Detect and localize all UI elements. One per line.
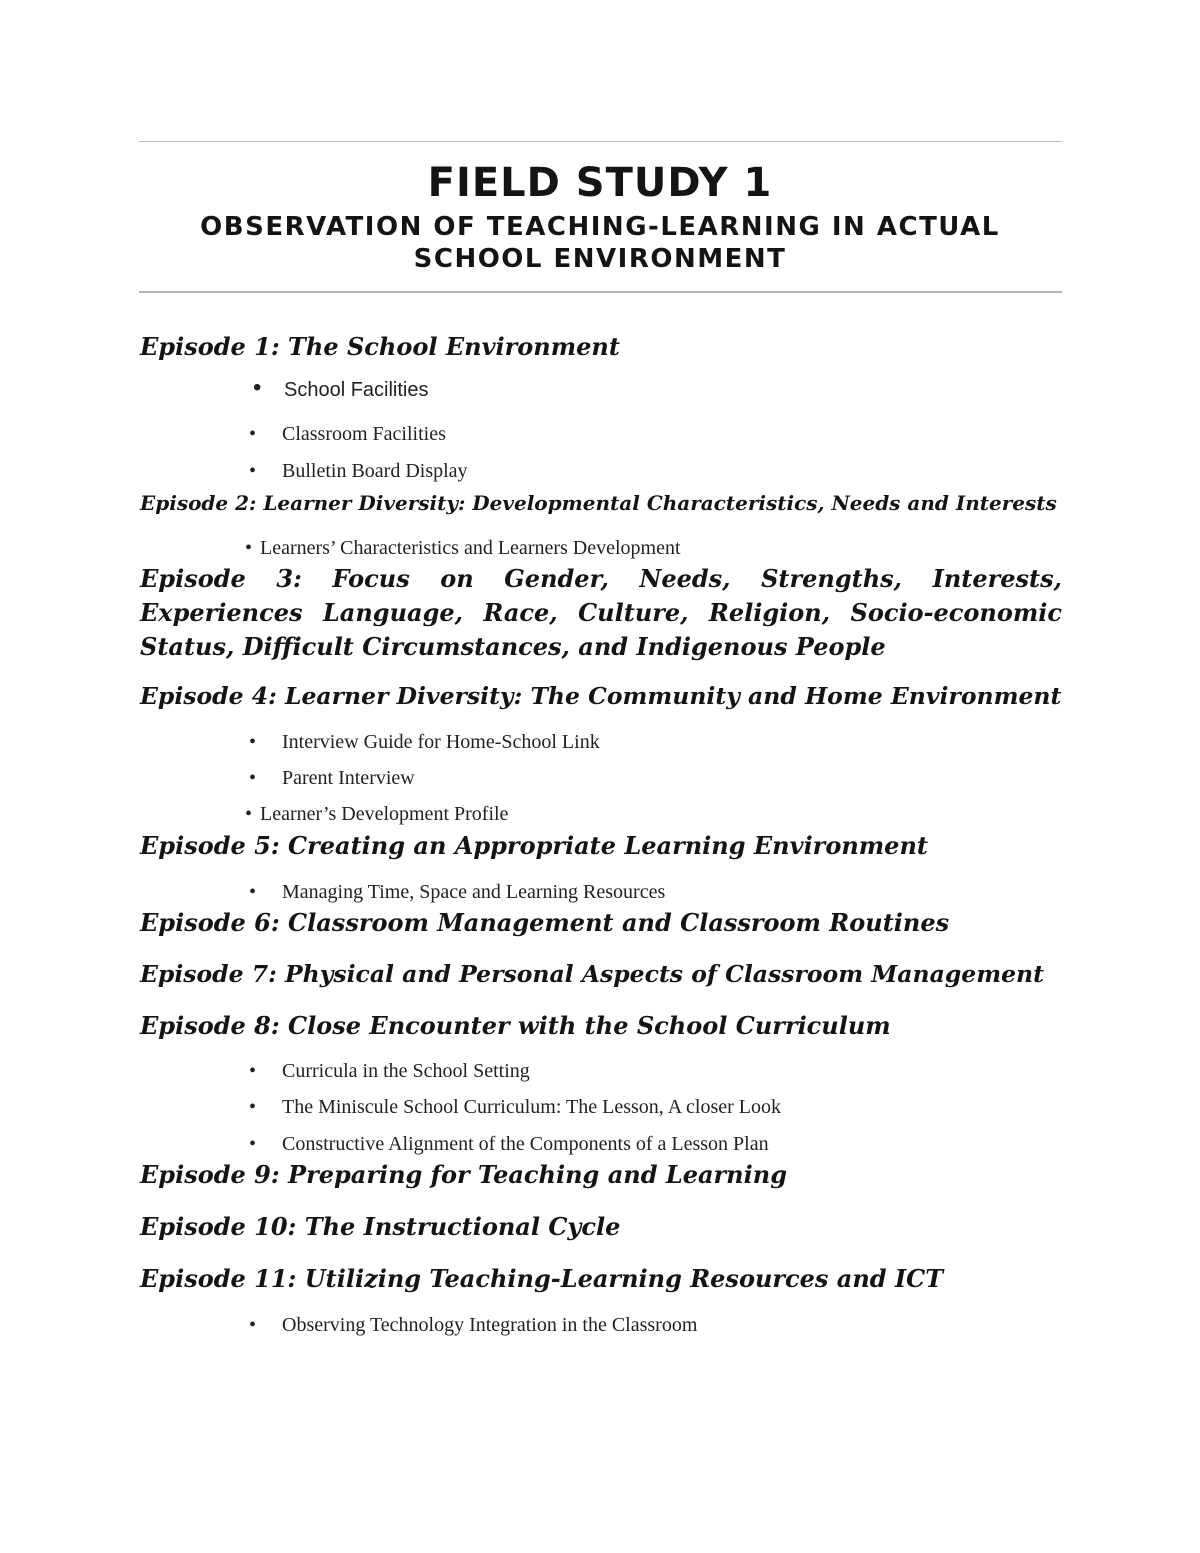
list-item bbox=[245, 535, 681, 561]
episode-6-heading: Episode 6: Classroom Management and Classroom Routines bbox=[140, 908, 950, 937]
list-item bbox=[249, 729, 600, 755]
bullet: • bbox=[249, 423, 257, 445]
document-subtitle-line-2: SCHOOL ENVIRONMENT bbox=[413, 244, 787, 274]
list-item bbox=[249, 1058, 530, 1084]
list-item-text: Curricula in the School Setting bbox=[282, 1060, 530, 1082]
list-item-text: Learner’s Development Profile bbox=[260, 803, 509, 825]
list-item bbox=[249, 1131, 769, 1157]
list-item-text: Observing Technology Integration in the Classroom bbox=[282, 1314, 698, 1336]
bullet: • bbox=[249, 1133, 257, 1155]
bullet: • bbox=[245, 537, 253, 559]
list-item bbox=[245, 801, 509, 827]
episode-8-heading: Episode 8: Close Encounter with the School Curriculum bbox=[140, 1011, 891, 1040]
list-item-text: Parent Interview bbox=[282, 767, 415, 789]
episode-10-heading: Episode 10: The Instructional Cycle bbox=[140, 1212, 621, 1241]
list-item-text: Learners’ Characteristics and Learners Development bbox=[260, 537, 681, 559]
episode-7-heading: Episode 7: Physical and Personal Aspects of Classroom Management bbox=[140, 960, 1044, 988]
list-item-text: Interview Guide for Home-School Link bbox=[282, 731, 600, 753]
list-item bbox=[249, 458, 468, 484]
bullet: • bbox=[249, 767, 257, 789]
top-divider bbox=[139, 141, 1062, 142]
list-item bbox=[249, 765, 415, 791]
bullet: • bbox=[249, 460, 257, 482]
document-title: FIELD STUDY 1 bbox=[427, 160, 773, 206]
bullet: • bbox=[249, 731, 257, 753]
episode-9-heading: Episode 9: Preparing for Teaching and Learning bbox=[140, 1160, 787, 1189]
title-divider bbox=[139, 291, 1062, 293]
list-item-text: Constructive Alignment of the Components of a Lesson Plan bbox=[282, 1133, 769, 1155]
episode-3-heading: Episode 3: Focus on Gender, Needs, Strengths, Interests, Experiences Language, Race, Culture, Religion, Socio-economic Status, Difficult Circumstances, and Indigenous People bbox=[140, 564, 1062, 661]
bullet: • bbox=[253, 374, 262, 401]
list-item-text: Bulletin Board Display bbox=[282, 460, 468, 482]
episode-11-heading: Episode 11: Utilizing Teaching-Learning Resources and ICT bbox=[140, 1264, 944, 1293]
list-item bbox=[249, 1094, 782, 1120]
episode-2-heading: Episode 2: Learner Diversity: Developmental Characteristics, Needs and Interests bbox=[140, 491, 1057, 515]
bullet: • bbox=[245, 803, 253, 825]
episode-4-heading: Episode 4: Learner Diversity: The Community and Home Environment bbox=[140, 682, 1062, 710]
list-item bbox=[249, 421, 446, 447]
list-item-text: Classroom Facilities bbox=[282, 423, 446, 445]
bullet: • bbox=[249, 1096, 257, 1118]
list-item-text: Managing Time, Space and Learning Resources bbox=[282, 881, 666, 903]
list-item bbox=[249, 1312, 698, 1338]
episode-5-heading: Episode 5: Creating an Appropriate Learning Environment bbox=[140, 831, 928, 860]
bullet: • bbox=[249, 881, 257, 903]
bullet: • bbox=[249, 1314, 257, 1336]
bullet: • bbox=[249, 1060, 257, 1082]
list-item bbox=[249, 879, 666, 905]
list-item bbox=[253, 374, 429, 403]
episode-1-heading: Episode 1: The School Environment bbox=[140, 332, 620, 361]
list-item-text: The Miniscule School Curriculum: The Lesson, A closer Look bbox=[282, 1096, 782, 1118]
list-item-text: School Facilities bbox=[284, 379, 429, 401]
document-subtitle-line-1: OBSERVATION OF TEACHING-LEARNING IN ACTUAL bbox=[200, 212, 1000, 242]
